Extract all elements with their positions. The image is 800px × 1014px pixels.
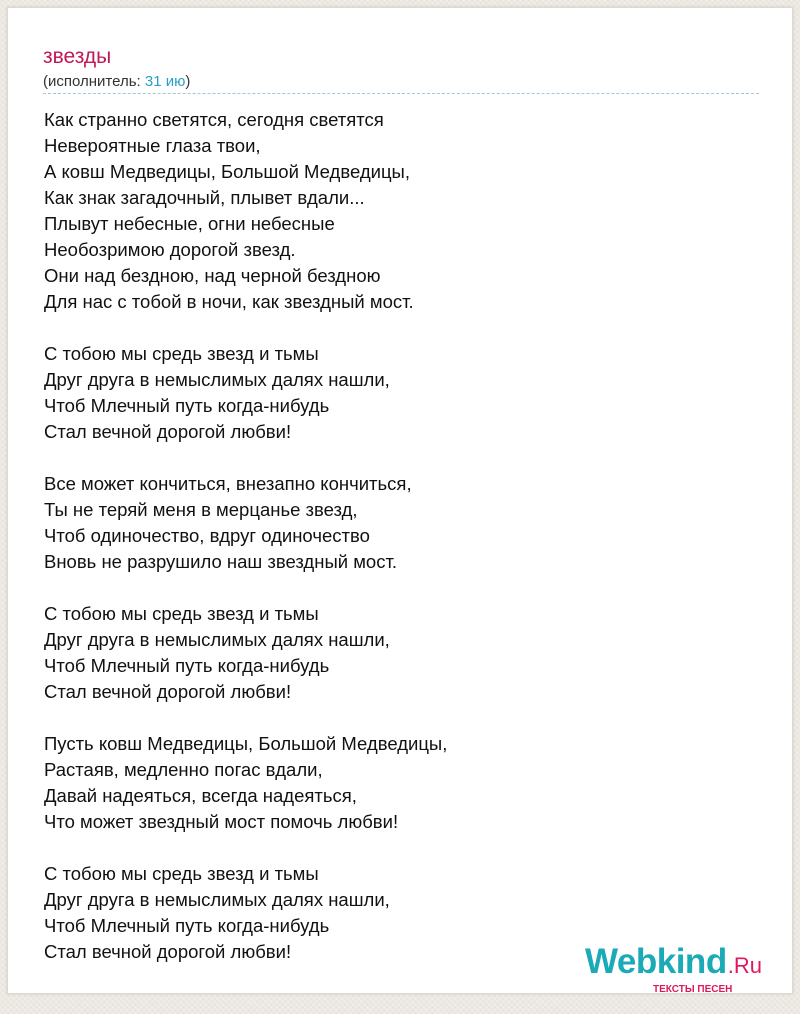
- lyric-line: Что может звездный мост помочь любви!: [44, 811, 399, 832]
- lyric-line: Необозримою дорогой звезд.: [44, 239, 296, 260]
- lyric-line: Друг друга в немыслимых далях нашли,: [44, 889, 390, 910]
- lyric-line: Стал вечной дорогой любви!: [44, 421, 292, 442]
- logo-name: Webkind: [585, 942, 727, 981]
- lyric-line: Чтоб Млечный путь когда-нибудь: [44, 655, 330, 676]
- lyric-line: Ты не теряй меня в мерцанье звезд,: [44, 499, 358, 520]
- lyric-line: Чтоб Млечный путь когда-нибудь: [44, 395, 330, 416]
- lyric-line: С тобою мы средь звезд и тьмы: [44, 343, 319, 364]
- artist-suffix: ): [185, 73, 191, 90]
- lyric-line: Они над бездною, над черной бездною: [44, 265, 381, 286]
- lyric-line: Чтоб одиночество, вдруг одиночество: [44, 525, 370, 546]
- logo-tld: .Ru: [727, 953, 762, 978]
- lyric-line: Друг друга в немыслимых далях нашли,: [44, 629, 390, 650]
- artist-line: [43, 74, 190, 89]
- lyrics-stanza: [44, 471, 764, 575]
- logo-tagline: ТЕКСТЫ ПЕСЕН: [653, 984, 733, 995]
- artist-link[interactable]: 31 ию: [144, 73, 186, 90]
- lyric-line: Невероятные глаза твои,: [44, 135, 261, 156]
- lyric-line: Чтоб Млечный путь когда-нибудь: [44, 915, 330, 936]
- lyric-line: Растаяв, медленно погас вдали,: [44, 759, 323, 780]
- lyric-line: Стал вечной дорогой любви!: [44, 681, 292, 702]
- lyrics-stanza: [44, 107, 764, 315]
- lyrics-card: [7, 7, 793, 994]
- lyrics-stanza: [44, 341, 764, 445]
- lyric-line: Пусть ковш Медведицы, Большой Медведицы,: [44, 733, 448, 754]
- lyrics-stanza: [44, 731, 764, 835]
- lyric-line: С тобою мы средь звезд и тьмы: [44, 603, 319, 624]
- logo-wordmark: [585, 944, 762, 979]
- lyric-line: С тобою мы средь звезд и тьмы: [44, 863, 319, 884]
- lyric-line: Стал вечной дорогой любви!: [44, 941, 292, 962]
- lyrics-body: [44, 107, 764, 991]
- title-divider: [43, 93, 759, 94]
- lyric-line: Как странно светятся, сегодня светятся: [44, 109, 384, 130]
- lyrics-stanza: [44, 601, 764, 705]
- site-logo[interactable]: [585, 944, 785, 999]
- lyric-line: Плывут небесные, огни небесные: [44, 213, 335, 234]
- lyric-line: А ковш Медведицы, Большой Медведицы,: [44, 161, 410, 182]
- lyric-line: Вновь не разрушило наш звездный мост.: [44, 551, 398, 572]
- lyric-line: Все может кончиться, внезапно кончиться,: [44, 473, 412, 494]
- song-title: звезды: [43, 45, 112, 68]
- lyric-line: Друг друга в немыслимых далях нашли,: [44, 369, 390, 390]
- lyric-line: Для нас с тобой в ночи, как звездный мост.: [44, 291, 414, 312]
- artist-prefix: (исполнитель:: [43, 73, 145, 90]
- lyric-line: Давай надеяться, всегда надеяться,: [44, 785, 357, 806]
- lyric-line: Как знак загадочный, плывет вдали...: [44, 187, 365, 208]
